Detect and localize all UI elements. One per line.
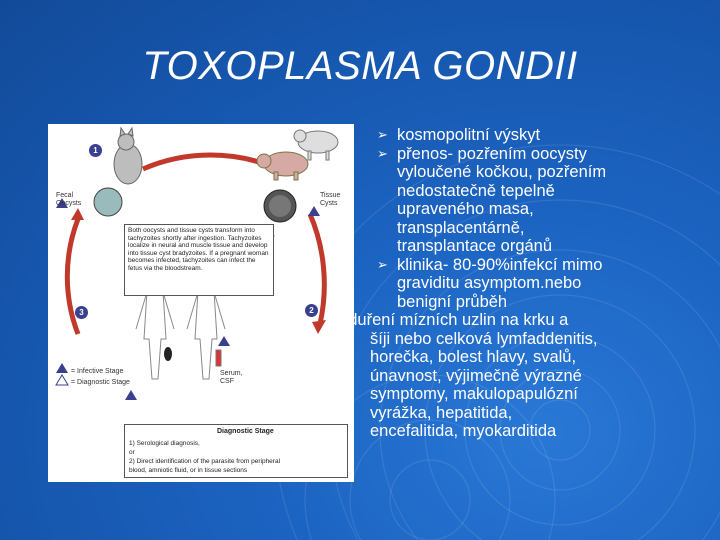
cat-icon [114, 128, 142, 184]
bullet-item-distribution: ➢ kosmopolitní výskyt [377, 126, 541, 144]
stage-number-2: 2 [305, 304, 318, 317]
diagnostic-line-3: 2) Direct identification of the parasite from peripheral [129, 458, 281, 465]
diagnostic-stage-icon [56, 375, 68, 385]
bullet-item-clinical: ➢ klinika- 80-90%infekcí mimo graviditu asymptom.nebo benigní průběh [377, 255, 603, 311]
diagnostic-line-2: or [129, 449, 135, 456]
test-tube-icon [216, 350, 221, 366]
oocyst-icon [94, 188, 122, 216]
lifecycle-figure [48, 124, 354, 482]
diagnostic-line-1: 1) Serological diagnosis, [129, 440, 200, 447]
bullet-list [340, 126, 700, 441]
symptoms-paragraph: zduření mízních uzlin na krku a šíji nebo celková lymfaddenitis, horečka, bolest hlavy, svalů, únavnost, výjimečně výrazné symptomy, makulopapulózní vyrážka, hepatitida, encefalitida, myokarditida [340, 311, 598, 440]
infective-stage-label: = Infective Stage [71, 368, 124, 375]
diagnostic-stage-label: = Diagnostic Stage [71, 379, 130, 386]
pig-icon [257, 152, 308, 180]
tissue-cysts-label: Tissue Cysts [320, 192, 341, 207]
fetus-icon [164, 347, 172, 361]
fecal-oocysts-label: Fecal Oocysts [56, 192, 82, 207]
serum-csf-label: Serum, CSF [220, 370, 243, 385]
bullet-item-transmission: ➢ přenos- pozřením oocysty vyloučené kočkou, pozřením nedostatečně tepelně upraveného masa, transplacentárně, transplantace orgánů [377, 144, 607, 255]
arrow-bullet-icon: ➢ [377, 256, 388, 272]
stage-number-3: 3 [75, 306, 88, 319]
diagnostic-stage-title: Diagnostic Stage [217, 428, 274, 435]
arrow-bullet-icon: ➢ [377, 145, 388, 161]
lifecycle-description-box: Both oocysts and tissue cysts transform into tachyzoites shortly after ingestion. Tachyzoites localize in neural and muscle tissue and develop into tissue cyst bradyzoites. If a pregnant woman becomes infected, tachyzoites can infect the fetus via the bloodstream. [124, 224, 274, 296]
slide-title: TOXOPLASMA GONDII [142, 44, 578, 88]
arrow-bullet-icon: ➢ [377, 127, 388, 142]
stage-number-1: 1 [89, 144, 102, 157]
diagnostic-line-4: blood, amniotic fluid, or in tissue sections [129, 467, 248, 474]
diagnostic-stage-box [124, 424, 348, 478]
